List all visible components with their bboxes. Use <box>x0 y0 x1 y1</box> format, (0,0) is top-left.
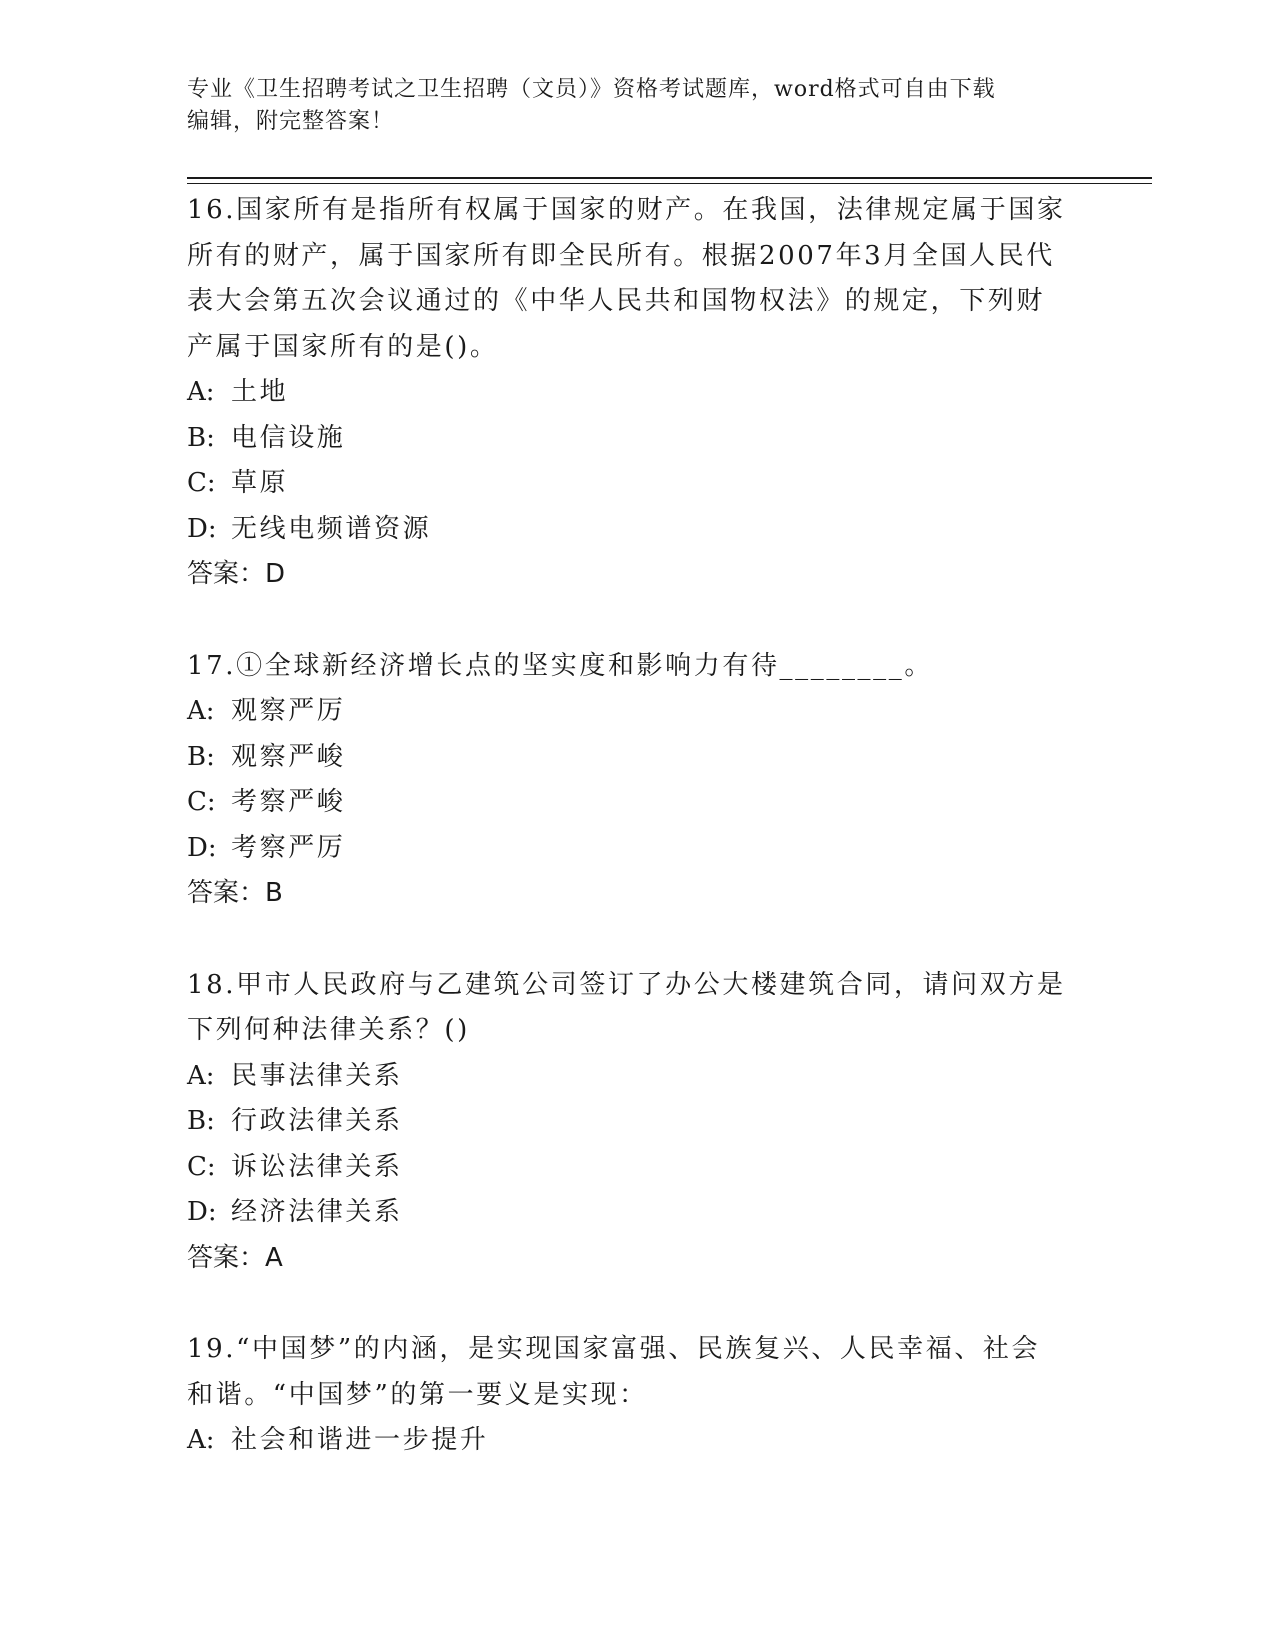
option-b <box>187 735 1087 781</box>
option-d <box>187 1190 1087 1236</box>
option-text: 经济法律关系 <box>231 1197 403 1227</box>
question-16 <box>187 188 1087 598</box>
option-letter: A: <box>187 377 215 407</box>
option-c <box>187 1145 1087 1191</box>
answer-value: D <box>265 559 286 589</box>
option-letter: D: <box>187 1197 217 1227</box>
option-c <box>187 461 1087 507</box>
option-letter: B: <box>187 1106 215 1136</box>
answer-value: B <box>265 878 283 908</box>
question-stem-line: 和谐。“中国梦”的第一要义是实现： <box>187 1379 648 1410</box>
answer-prefix: 答案： <box>187 878 266 908</box>
header-divider-thin <box>187 183 1152 184</box>
question-stem-line: 18.甲市人民政府与乙建筑公司签订了办公大楼建筑合同，请问双方是 <box>187 969 1066 1000</box>
question-stem-line: 19.“中国梦”的内涵，是实现国家富强、民族复兴、人民幸福、社会 <box>187 1334 1041 1364</box>
answer-line <box>187 552 1087 598</box>
option-letter: B: <box>187 741 215 772</box>
option-letter: B: <box>187 422 215 453</box>
option-text: 草原 <box>231 468 289 498</box>
option-text: 无线电频谱资源 <box>231 513 432 544</box>
option-c <box>187 780 1087 826</box>
option-letter: C: <box>187 787 216 817</box>
option-text: 诉讼法律关系 <box>231 1151 403 1182</box>
question-19 <box>187 1327 1087 1464</box>
answer-value: A <box>265 1242 283 1273</box>
question-stem-line: 下列何种法律关系？() <box>187 1015 470 1045</box>
option-text: 民事法律关系 <box>231 1060 403 1091</box>
option-a <box>187 689 1087 735</box>
option-letter: A: <box>187 696 215 726</box>
question-17 <box>187 644 1087 917</box>
question-stem-line: 表大会第五次会议通过的《中华人民共和国物权法》的规定，下列财 <box>187 286 1046 316</box>
option-text: 考察严厉 <box>231 832 346 863</box>
option-text: 土地 <box>231 377 289 407</box>
option-letter: A: <box>187 1425 215 1455</box>
option-d <box>187 826 1087 872</box>
answer-line <box>187 871 1087 917</box>
option-text: 电信设施 <box>231 422 346 453</box>
option-b <box>187 1099 1087 1145</box>
option-a <box>187 370 1087 416</box>
option-text: 行政法律关系 <box>231 1106 403 1136</box>
option-letter: C: <box>187 1151 216 1182</box>
option-text: 观察严厉 <box>231 696 346 726</box>
option-text: 观察严峻 <box>231 741 346 772</box>
header-line-1: 专业《卫生招聘考试之卫生招聘（文员）》资格考试题库，word格式可自由下载 <box>187 77 996 102</box>
question-stem-line: 17.①全球新经济增长点的坚实度和影响力有待________。 <box>187 650 933 681</box>
answer-prefix: 答案： <box>187 559 266 589</box>
question-stem-line: 产属于国家所有的是()。 <box>187 331 499 362</box>
answer-line <box>187 1236 1087 1282</box>
option-a <box>187 1418 1087 1464</box>
header-divider-thick <box>187 177 1152 179</box>
option-a <box>187 1054 1087 1100</box>
option-b <box>187 416 1087 462</box>
option-letter: C: <box>187 468 216 498</box>
option-text: 考察严峻 <box>231 787 346 817</box>
header-line-2: 编辑，附完整答案！ <box>187 109 395 134</box>
option-text: 社会和谐进一步提升 <box>231 1425 489 1455</box>
option-letter: D: <box>187 832 217 863</box>
answer-prefix: 答案： <box>187 1242 266 1273</box>
question-list <box>187 188 1087 1510</box>
question-18 <box>187 963 1087 1282</box>
question-stem-line: 所有的财产，属于国家所有即全民所有。根据2007年3月全国人民代 <box>187 240 1055 271</box>
document-header <box>187 74 1067 138</box>
option-letter: A: <box>187 1060 215 1091</box>
question-stem-line: 16.国家所有是指所有权属于国家的财产。在我国，法律规定属于国家 <box>187 195 1066 225</box>
option-d <box>187 507 1087 553</box>
option-letter: D: <box>187 513 217 544</box>
